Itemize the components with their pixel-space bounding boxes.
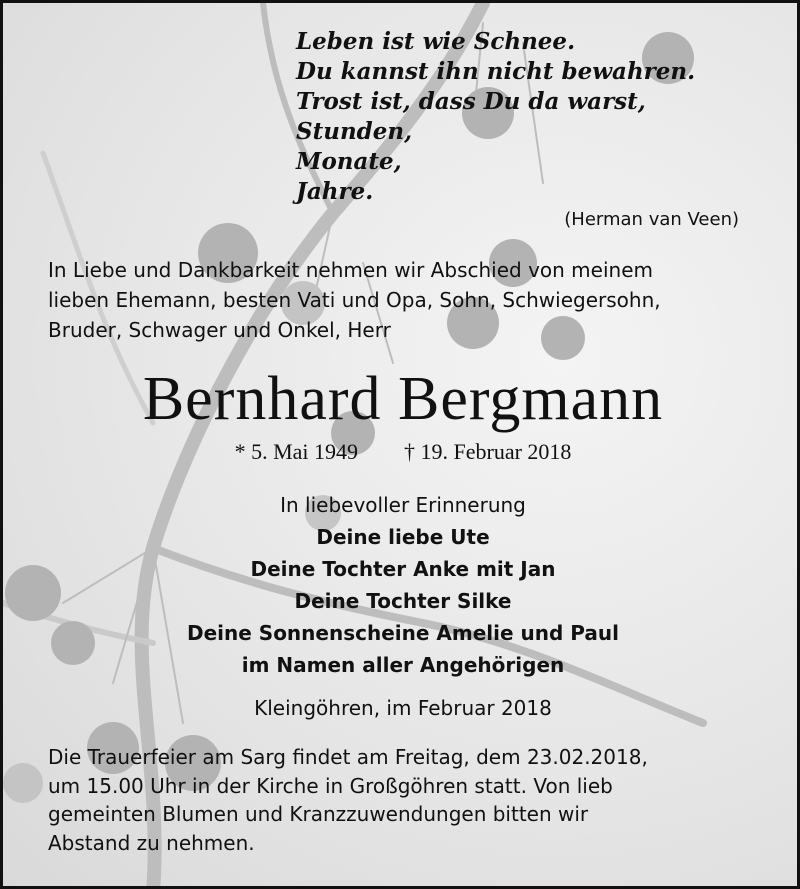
intro-text <box>48 255 661 345</box>
poem <box>296 27 695 207</box>
poem-author: (Herman van Veen) <box>564 209 739 230</box>
poem-line: Stunden, <box>296 118 413 145</box>
deceased-name: Bernhard Bergmann <box>142 365 664 433</box>
berry <box>3 763 43 803</box>
poem-line: Monate, <box>296 148 402 175</box>
mourners-block <box>3 489 800 681</box>
place-date: Kleingöhren, im Februar 2018 <box>254 696 552 720</box>
death-date: † 19. Februar 2018 <box>404 439 572 464</box>
funeral-service-info <box>48 743 648 857</box>
poem-line: Jahre. <box>296 178 374 205</box>
mourner-name: Deine liebe Ute <box>316 525 490 549</box>
intro-line: In Liebe und Dankbarkeit nehmen wir Abschied von meinem <box>48 258 653 282</box>
mourner-name: Deine Sonnenscheine Amelie und Paul <box>187 621 619 645</box>
mourner-name: im Namen aller Angehörigen <box>241 653 565 677</box>
service-line: um 15.00 Uhr in der Kirche in Großgöhren statt. Von lieb <box>48 773 613 798</box>
intro-line: Bruder, Schwager und Onkel, Herr <box>48 318 391 342</box>
mourner-name: Deine Tochter Anke mit Jan <box>250 557 556 581</box>
service-line: Abstand zu nehmen. <box>48 830 255 855</box>
service-line: gemeinten Blumen und Kranzzuwendungen bitten wir <box>48 802 589 826</box>
poem-line: Trost ist, dass Du da warst, <box>296 88 646 115</box>
intro-line: lieben Ehemann, besten Vati und Opa, Sohn, Schwiegersohn, <box>48 288 661 312</box>
mourners-lead: In liebevoller Erinnerung <box>280 493 526 517</box>
service-line: Die Trauerfeier am Sarg findet am Freitag, dem 23.02.2018, <box>48 745 648 769</box>
poem-line: Leben ist wie Schnee. <box>296 28 576 55</box>
life-dates <box>3 439 800 465</box>
poem-line: Du kannst ihn nicht bewahren. <box>296 58 696 85</box>
birth-date: * 5. Mai 1949 <box>234 439 359 464</box>
mourner-name: Deine Tochter Silke <box>294 589 512 613</box>
